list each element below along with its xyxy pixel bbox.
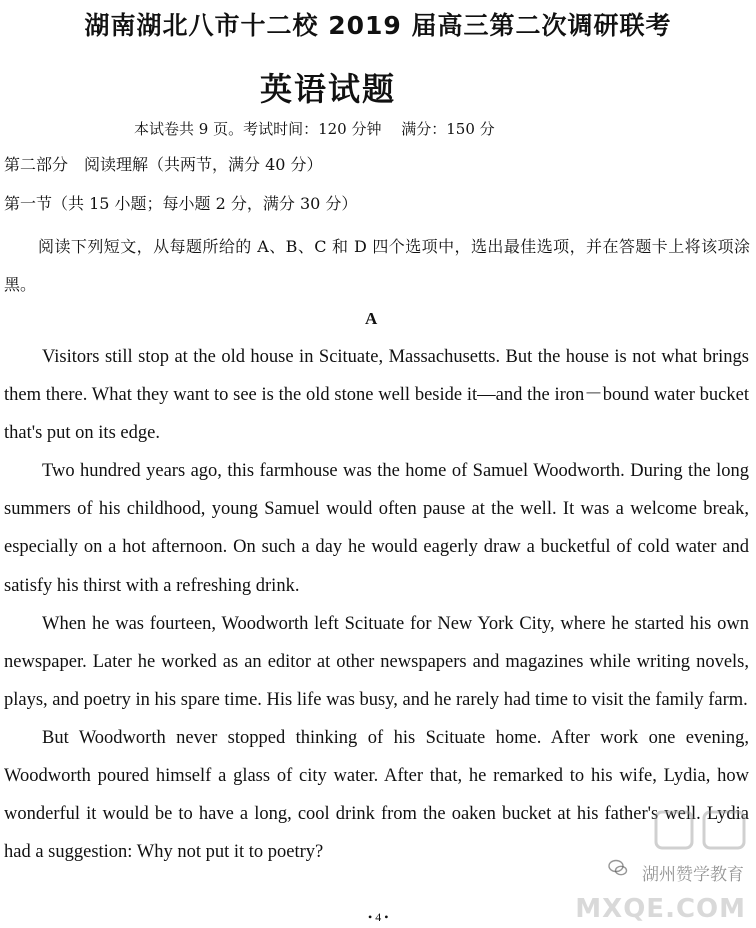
watermark-account-name: 湖州赞学教育: [642, 865, 744, 885]
exam-info: 本试卷共 9 页。考试时间：120 分钟 满分：150 分: [134, 120, 495, 138]
watermark-site: MXQE.COM: [575, 894, 746, 924]
passage-paragraph-3: When he was fourteen, Woodworth left Scituate for New York City, where he started his own newspaper. Later he worked as an editor at other newspapers and magazines while writing novels, plays, and poetry in his spare time. His life was busy, and he rarely had time to visit the family farm.: [4, 613, 749, 710]
subsection-heading: 第一节（共 15 小题；每小题 2 分，满分 30 分）: [4, 194, 358, 213]
section-part-heading: 第二部分 阅读理解（共两节，满分 40 分）: [4, 155, 323, 174]
passage-paragraph-2: Two hundred years ago, this farmhouse was the home of Samuel Woodworth. During the long summers of his childhood, young Samuel would often pause at the well. It was a welcome break, especially on a hot afternoon. On such a day he would eagerly draw a bucketful of cold water and satisfy his thirst with a refreshing drink.: [4, 461, 749, 596]
passage-body: [4, 338, 749, 871]
subject-title: 英语试题: [259, 70, 396, 108]
exam-title: 湖南湖北八市十二校 2019 届高三第二次调研联考: [84, 11, 672, 40]
passage-paragraph-1: Visitors still stop at the old house in Scituate, Massachusetts. But the house is not what brings them there. What they want to see is the old stone well beside it—and the iron－bound water bucket that's put on its edge.: [4, 347, 749, 444]
passage-paragraph-4: But Woodworth never stopped thinking of his Scituate home. After work one evening, Woodworth poured himself a glass of city water. After that, he remarked to his wife, Lydia, how wonderful it would be to have a long, cool drink from the oaken bucket at his father's well. Lydia had a suggestion: Why not put it to poetry?: [4, 727, 749, 863]
page-number: • 4 •: [368, 910, 389, 924]
passage-label: A: [365, 309, 378, 328]
instruction-text: 阅读下列短文，从每题所给的 A、B、C 和 D 四个选项中，选出最佳选项，并在答题卡上将该项涂黑。: [4, 237, 750, 294]
